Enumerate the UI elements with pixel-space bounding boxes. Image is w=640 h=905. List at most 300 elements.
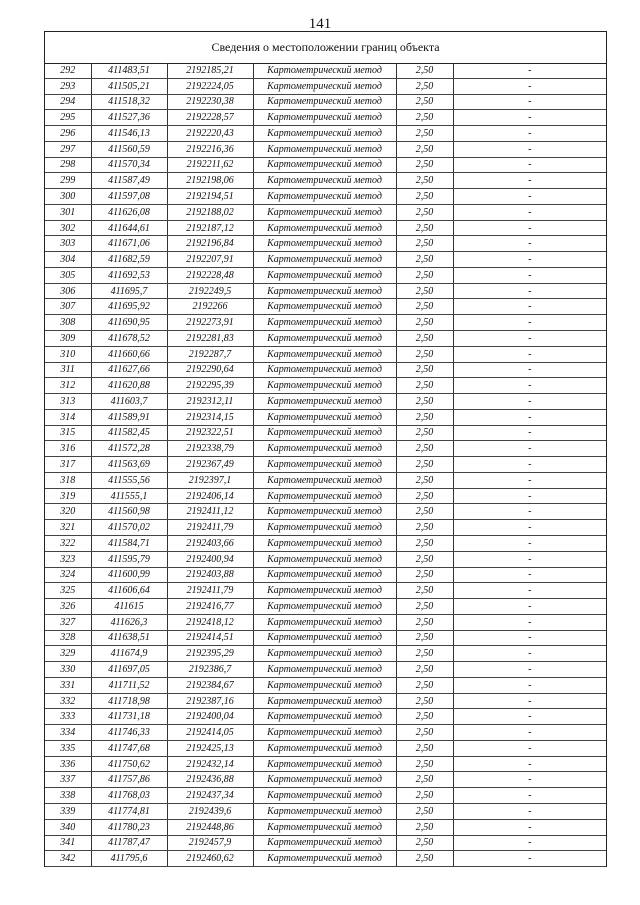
cell-note: - [453,63,606,78]
cell-coord-x: 411560,59 [91,141,167,157]
table-row [45,283,606,299]
cell-point-number: 304 [45,252,91,268]
cell-coord-y: 2192395,29 [167,646,253,662]
cell-accuracy: 2,50 [396,204,453,220]
cell-note: - [453,535,606,551]
cell-accuracy: 2,50 [396,189,453,205]
table-row [45,78,606,94]
cell-note: - [453,551,606,567]
cell-coord-y: 2192411,79 [167,520,253,536]
page-number: 141 [308,16,332,32]
cell-method: Картометрический метод [253,725,396,741]
cell-point-number: 332 [45,693,91,709]
cell-coord-y: 2192460,62 [167,851,253,867]
cell-note: - [453,457,606,473]
cell-accuracy: 2,50 [396,819,453,835]
cell-accuracy: 2,50 [396,788,453,804]
cell-coord-x: 411757,86 [91,772,167,788]
cell-point-number: 335 [45,740,91,756]
cell-accuracy: 2,50 [396,630,453,646]
cell-accuracy: 2,50 [396,614,453,630]
cell-point-number: 341 [45,835,91,851]
table-row [45,346,606,362]
cell-coord-x: 411505,21 [91,78,167,94]
cell-note: - [453,583,606,599]
cell-accuracy: 2,50 [396,94,453,110]
cell-coord-y: 2192387,16 [167,693,253,709]
cell-coord-y: 2192386,7 [167,662,253,678]
cell-accuracy: 2,50 [396,567,453,583]
cell-note: - [453,646,606,662]
cell-coord-x: 411718,98 [91,693,167,709]
cell-method: Картометрический метод [253,756,396,772]
cell-point-number: 298 [45,157,91,173]
cell-point-number: 300 [45,189,91,205]
cell-coord-y: 2192425,13 [167,740,253,756]
table-row [45,677,606,693]
cell-note: - [453,362,606,378]
cell-accuracy: 2,50 [396,299,453,315]
cell-note: - [453,110,606,126]
cell-note: - [453,788,606,804]
cell-point-number: 308 [45,315,91,331]
cell-method: Картометрический метод [253,819,396,835]
cell-coord-x: 411768,03 [91,788,167,804]
table-row [45,583,606,599]
cell-method: Картометрический метод [253,362,396,378]
cell-coord-x: 411560,98 [91,504,167,520]
cell-coord-y: 2192266 [167,299,253,315]
cell-coord-y: 2192281,83 [167,331,253,347]
cell-method: Картометрический метод [253,583,396,599]
cell-point-number: 318 [45,472,91,488]
cell-point-number: 311 [45,362,91,378]
cell-note: - [453,709,606,725]
cell-method: Картометрический метод [253,851,396,867]
cell-note: - [453,851,606,867]
cell-coord-x: 411584,71 [91,535,167,551]
cell-coord-y: 2192290,64 [167,362,253,378]
cell-coord-x: 411695,92 [91,299,167,315]
cell-note: - [453,677,606,693]
cell-coord-x: 411626,3 [91,614,167,630]
cell-note: - [453,315,606,331]
cell-method: Картометрический метод [253,94,396,110]
table-row [45,788,606,804]
table-row [45,819,606,835]
table-row [45,425,606,441]
cell-coord-y: 2192338,79 [167,441,253,457]
cell-method: Картометрический метод [253,299,396,315]
cell-method: Картометрический метод [253,236,396,252]
cell-accuracy: 2,50 [396,599,453,615]
cell-method: Картометрический метод [253,520,396,536]
cell-note: - [453,488,606,504]
cell-coord-y: 2192220,43 [167,126,253,142]
cell-method: Картометрический метод [253,141,396,157]
cell-note: - [453,693,606,709]
cell-coord-x: 411695,7 [91,283,167,299]
table-row [45,457,606,473]
cell-accuracy: 2,50 [396,457,453,473]
cell-accuracy: 2,50 [396,362,453,378]
table-row [45,204,606,220]
table-row [45,472,606,488]
cell-note: - [453,173,606,189]
table-row [45,173,606,189]
cell-method: Картометрический метод [253,394,396,410]
table-row [45,236,606,252]
cell-point-number: 326 [45,599,91,615]
cell-note: - [453,204,606,220]
cell-note: - [453,299,606,315]
cell-coord-x: 411606,64 [91,583,167,599]
cell-point-number: 321 [45,520,91,536]
cell-note: - [453,504,606,520]
cell-note: - [453,567,606,583]
cell-note: - [453,756,606,772]
cell-coord-x: 411795,6 [91,851,167,867]
table-row [45,63,606,78]
cell-method: Картометрический метод [253,693,396,709]
cell-accuracy: 2,50 [396,315,453,331]
cell-coord-y: 2192228,57 [167,110,253,126]
cell-note: - [453,772,606,788]
cell-method: Картометрический метод [253,504,396,520]
cell-point-number: 320 [45,504,91,520]
cell-note: - [453,472,606,488]
cell-method: Картометрический метод [253,110,396,126]
table-row [45,488,606,504]
cell-coord-x: 411518,32 [91,94,167,110]
cell-note: - [453,189,606,205]
cell-coord-y: 2192185,21 [167,63,253,78]
cell-accuracy: 2,50 [396,472,453,488]
cell-coord-y: 2192312,11 [167,394,253,410]
cell-method: Картометрический метод [253,551,396,567]
table-row [45,709,606,725]
cell-coord-y: 2192322,51 [167,425,253,441]
cell-note: - [453,220,606,236]
cell-point-number: 312 [45,378,91,394]
table-row [45,362,606,378]
cell-note: - [453,662,606,678]
cell-accuracy: 2,50 [396,236,453,252]
cell-coord-y: 2192414,51 [167,630,253,646]
cell-note: - [453,267,606,283]
cell-point-number: 299 [45,173,91,189]
cell-note: - [453,520,606,536]
cell-point-number: 317 [45,457,91,473]
cell-note: - [453,441,606,457]
table-row [45,110,606,126]
cell-method: Картометрический метод [253,409,396,425]
cell-method: Картометрический метод [253,283,396,299]
cell-coord-y: 2192194,51 [167,189,253,205]
cell-point-number: 322 [45,535,91,551]
cell-accuracy: 2,50 [396,851,453,867]
cell-method: Картометрический метод [253,630,396,646]
cell-coord-y: 2192196,84 [167,236,253,252]
cell-accuracy: 2,50 [396,803,453,819]
cell-coord-y: 2192397,1 [167,472,253,488]
cell-method: Картометрический метод [253,772,396,788]
cell-method: Картометрический метод [253,189,396,205]
cell-point-number: 324 [45,567,91,583]
cell-coord-x: 411589,91 [91,409,167,425]
table-row [45,141,606,157]
cell-point-number: 297 [45,141,91,157]
cell-coord-x: 411644,61 [91,220,167,236]
table-row [45,520,606,536]
cell-coord-y: 2192457,9 [167,835,253,851]
cell-accuracy: 2,50 [396,709,453,725]
cell-coord-x: 411750,62 [91,756,167,772]
cell-coord-y: 2192295,39 [167,378,253,394]
cell-method: Картометрический метод [253,63,396,78]
cell-coord-x: 411746,33 [91,725,167,741]
cell-note: - [453,740,606,756]
table-row [45,725,606,741]
cell-accuracy: 2,50 [396,283,453,299]
cell-accuracy: 2,50 [396,693,453,709]
cell-coord-x: 411527,36 [91,110,167,126]
cell-method: Картометрический метод [253,646,396,662]
table-row [45,504,606,520]
cell-coord-x: 411638,51 [91,630,167,646]
cell-method: Картометрический метод [253,220,396,236]
cell-point-number: 305 [45,267,91,283]
cell-accuracy: 2,50 [396,662,453,678]
cell-point-number: 339 [45,803,91,819]
cell-accuracy: 2,50 [396,441,453,457]
table-row [45,394,606,410]
table-row [45,409,606,425]
cell-coord-x: 411570,34 [91,157,167,173]
cell-coord-x: 411597,08 [91,189,167,205]
cell-note: - [453,78,606,94]
cell-point-number: 316 [45,441,91,457]
cell-coord-y: 2192437,34 [167,788,253,804]
cell-coord-y: 2192230,38 [167,94,253,110]
cell-coord-y: 2192211,62 [167,157,253,173]
table-row [45,157,606,173]
cell-coord-x: 411626,08 [91,204,167,220]
cell-coord-y: 2192411,79 [167,583,253,599]
cell-coord-x: 411600,99 [91,567,167,583]
cell-coord-x: 411603,7 [91,394,167,410]
cell-point-number: 329 [45,646,91,662]
cell-method: Картометрический метод [253,535,396,551]
cell-coord-y: 2192439,6 [167,803,253,819]
cell-method: Картометрический метод [253,488,396,504]
cell-accuracy: 2,50 [396,378,453,394]
cell-accuracy: 2,50 [396,756,453,772]
cell-coord-x: 411620,88 [91,378,167,394]
cell-accuracy: 2,50 [396,488,453,504]
cell-coord-x: 411697,05 [91,662,167,678]
cell-coord-y: 2192367,49 [167,457,253,473]
cell-point-number: 342 [45,851,91,867]
cell-point-number: 336 [45,756,91,772]
cell-coord-x: 411692,53 [91,267,167,283]
table-row [45,851,606,867]
cell-accuracy: 2,50 [396,740,453,756]
cell-note: - [453,346,606,362]
cell-method: Картометрический метод [253,267,396,283]
cell-note: - [453,94,606,110]
cell-method: Картометрический метод [253,441,396,457]
cell-coord-y: 2192384,67 [167,677,253,693]
cell-note: - [453,141,606,157]
cell-coord-x: 411563,69 [91,457,167,473]
cell-note: - [453,835,606,851]
cell-point-number: 323 [45,551,91,567]
cell-note: - [453,331,606,347]
cell-coord-x: 411682,59 [91,252,167,268]
cell-accuracy: 2,50 [396,551,453,567]
boundary-table-frame [44,31,607,867]
cell-method: Картометрический метод [253,835,396,851]
cell-note: - [453,725,606,741]
cell-coord-x: 411587,49 [91,173,167,189]
table-body [45,63,606,867]
cell-note: - [453,614,606,630]
cell-accuracy: 2,50 [396,331,453,347]
cell-coord-y: 2192314,15 [167,409,253,425]
cell-note: - [453,126,606,142]
cell-coord-y: 2192432,14 [167,756,253,772]
table-row [45,441,606,457]
cell-accuracy: 2,50 [396,725,453,741]
cell-point-number: 330 [45,662,91,678]
cell-point-number: 313 [45,394,91,410]
cell-accuracy: 2,50 [396,394,453,410]
cell-method: Картометрический метод [253,614,396,630]
table-row [45,126,606,142]
cell-point-number: 327 [45,614,91,630]
cell-coord-x: 411671,06 [91,236,167,252]
cell-coord-x: 411546,13 [91,126,167,142]
cell-point-number: 301 [45,204,91,220]
table-row [45,252,606,268]
cell-coord-y: 2192228,48 [167,267,253,283]
cell-accuracy: 2,50 [396,157,453,173]
cell-coord-y: 2192436,88 [167,772,253,788]
table-title: Сведения о местоположении границ объекта [45,32,606,64]
cell-accuracy: 2,50 [396,110,453,126]
cell-coord-x: 411747,68 [91,740,167,756]
cell-method: Картометрический метод [253,331,396,347]
cell-coord-x: 411615 [91,599,167,615]
cell-method: Картометрический метод [253,662,396,678]
cell-method: Картометрический метод [253,803,396,819]
cell-method: Картометрический метод [253,126,396,142]
cell-method: Картометрический метод [253,346,396,362]
cell-coord-y: 2192249,5 [167,283,253,299]
cell-method: Картометрический метод [253,709,396,725]
cell-accuracy: 2,50 [396,126,453,142]
cell-coord-y: 2192403,66 [167,535,253,551]
table-row [45,599,606,615]
cell-accuracy: 2,50 [396,835,453,851]
table-row [45,662,606,678]
cell-method: Картометрический метод [253,677,396,693]
table-row [45,614,606,630]
table-row [45,299,606,315]
cell-method: Картометрический метод [253,378,396,394]
table-row [45,646,606,662]
cell-point-number: 340 [45,819,91,835]
table-row [45,315,606,331]
cell-coord-y: 2192448,86 [167,819,253,835]
cell-point-number: 309 [45,331,91,347]
table-row [45,756,606,772]
cell-coord-x: 411678,52 [91,331,167,347]
cell-coord-x: 411711,52 [91,677,167,693]
cell-accuracy: 2,50 [396,504,453,520]
cell-accuracy: 2,50 [396,63,453,78]
cell-method: Картометрический метод [253,425,396,441]
table-row [45,378,606,394]
cell-point-number: 306 [45,283,91,299]
cell-coord-y: 2192273,91 [167,315,253,331]
cell-note: - [453,157,606,173]
table-row [45,835,606,851]
cell-coord-x: 411570,02 [91,520,167,536]
cell-accuracy: 2,50 [396,520,453,536]
cell-accuracy: 2,50 [396,267,453,283]
cell-point-number: 334 [45,725,91,741]
cell-coord-x: 411555,1 [91,488,167,504]
cell-coord-x: 411787,47 [91,835,167,851]
cell-coord-x: 411483,51 [91,63,167,78]
cell-method: Картометрический метод [253,457,396,473]
cell-coord-y: 2192216,36 [167,141,253,157]
cell-accuracy: 2,50 [396,772,453,788]
cell-method: Картометрический метод [253,252,396,268]
cell-coord-y: 2192287,7 [167,346,253,362]
cell-coord-y: 2192198,06 [167,173,253,189]
cell-note: - [453,425,606,441]
boundary-points-table [45,63,606,867]
cell-note: - [453,630,606,646]
cell-method: Картометрический метод [253,204,396,220]
cell-accuracy: 2,50 [396,252,453,268]
cell-coord-y: 2192207,91 [167,252,253,268]
cell-point-number: 310 [45,346,91,362]
cell-point-number: 314 [45,409,91,425]
cell-point-number: 303 [45,236,91,252]
cell-note: - [453,819,606,835]
cell-note: - [453,803,606,819]
cell-coord-y: 2192411,12 [167,504,253,520]
cell-method: Картометрический метод [253,740,396,756]
cell-coord-y: 2192400,94 [167,551,253,567]
cell-coord-x: 411572,28 [91,441,167,457]
table-row [45,630,606,646]
cell-method: Картометрический метод [253,788,396,804]
table-row [45,331,606,347]
cell-coord-x: 411690,95 [91,315,167,331]
cell-coord-x: 411674,9 [91,646,167,662]
cell-accuracy: 2,50 [396,677,453,693]
cell-point-number: 307 [45,299,91,315]
cell-note: - [453,236,606,252]
cell-point-number: 315 [45,425,91,441]
cell-point-number: 338 [45,788,91,804]
cell-accuracy: 2,50 [396,78,453,94]
